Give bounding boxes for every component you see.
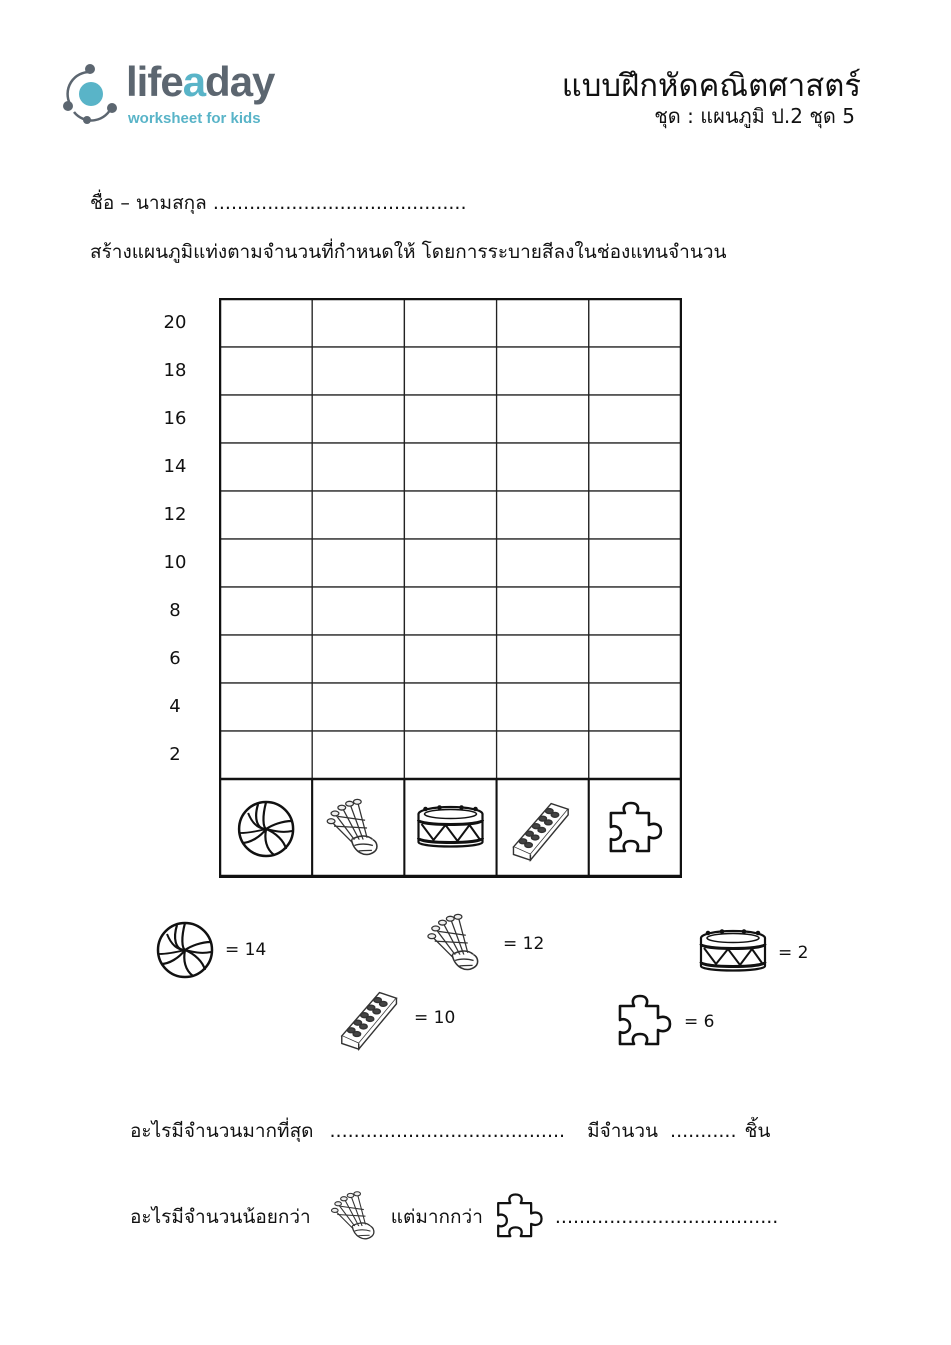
grid-cell[interactable] xyxy=(404,443,496,491)
grid-cell[interactable] xyxy=(404,347,496,395)
grid-cell[interactable] xyxy=(404,491,496,539)
grid-cell[interactable] xyxy=(497,299,589,347)
grid-cell[interactable] xyxy=(589,683,681,731)
question-1 xyxy=(130,1116,770,1146)
shuttlecock-icon xyxy=(425,910,493,978)
grid-cell[interactable] xyxy=(312,635,404,683)
question-2-text: อะไรมีจำนวนน้อยกว่า xyxy=(130,1206,311,1228)
grid-cell[interactable] xyxy=(404,683,496,731)
brick-icon xyxy=(338,985,404,1051)
puzzle-icon xyxy=(614,992,674,1052)
legend-drum-value: = 2 xyxy=(778,943,809,963)
y-tick-label: 16 xyxy=(163,408,187,429)
grid-cell[interactable] xyxy=(312,731,404,779)
question-2 xyxy=(130,1188,778,1246)
grid-cell[interactable] xyxy=(312,539,404,587)
instruction-text: สร้างแผนภูมิแท่งตามจำนวนที่กำหนดให้ โดยการระบายสีลงในช่องแทนจำนวน xyxy=(90,241,727,263)
grid-cell[interactable] xyxy=(220,443,312,491)
legend-ball-value: = 14 xyxy=(225,940,267,960)
grid-cell[interactable] xyxy=(220,587,312,635)
y-tick-label: 14 xyxy=(163,456,187,477)
grid-cell[interactable] xyxy=(497,731,589,779)
grid-cell[interactable] xyxy=(404,395,496,443)
y-tick-label: 20 xyxy=(163,312,187,333)
question-2-mid-text: แต่มากกว่า xyxy=(390,1206,483,1228)
worksheet-subtitle: ชุด : แผนภูมิ ป.2 ชุด 5 xyxy=(654,104,855,128)
legend-shuttlecock-value: = 12 xyxy=(503,934,545,954)
y-axis-labels xyxy=(150,298,200,778)
question-1-count-blank[interactable]: ........... xyxy=(670,1120,737,1142)
drum-icon xyxy=(419,806,483,847)
grid-cell[interactable] xyxy=(220,299,312,347)
grid-cell[interactable] xyxy=(404,635,496,683)
grid-cell[interactable] xyxy=(312,443,404,491)
shuttlecock-icon xyxy=(329,1188,387,1246)
question-1-text: อะไรมีจำนวนมากที่สุด xyxy=(130,1120,314,1142)
grid-cell[interactable] xyxy=(589,299,681,347)
grid-cell[interactable] xyxy=(497,443,589,491)
y-tick-label: 4 xyxy=(169,696,181,717)
grid-cell[interactable] xyxy=(312,587,404,635)
grid-cell[interactable] xyxy=(497,395,589,443)
grid-cell[interactable] xyxy=(220,539,312,587)
logo-wordmark: lifeaday xyxy=(126,58,275,105)
grid-cell[interactable] xyxy=(312,491,404,539)
legend-drum xyxy=(698,928,808,978)
legend-puzzle xyxy=(614,992,714,1052)
grid-cell[interactable] xyxy=(497,587,589,635)
y-tick-label: 10 xyxy=(163,552,187,573)
grid-cell[interactable] xyxy=(220,347,312,395)
legend-brick xyxy=(338,985,455,1051)
name-field-line[interactable]: ชื่อ – นามสกุล .......................................... xyxy=(90,192,467,214)
grid-cell[interactable] xyxy=(497,683,589,731)
ball-icon xyxy=(155,920,215,980)
logo-tagline: worksheet for kids xyxy=(128,110,261,127)
question-1-mid-text: มีจำนวน xyxy=(587,1120,659,1142)
y-tick-label: 6 xyxy=(169,648,181,669)
grid-cell[interactable] xyxy=(589,443,681,491)
legend-brick-value: = 10 xyxy=(414,1008,456,1028)
logo-icon xyxy=(60,62,122,126)
grid-cell[interactable] xyxy=(220,683,312,731)
legend-ball xyxy=(155,920,266,980)
grid-cell[interactable] xyxy=(404,731,496,779)
grid-cell[interactable] xyxy=(589,587,681,635)
grid-cell[interactable] xyxy=(312,347,404,395)
y-tick-label: 2 xyxy=(169,744,181,765)
grid-cell[interactable] xyxy=(312,395,404,443)
grid-cell[interactable] xyxy=(312,683,404,731)
question-2-answer-blank[interactable]: ..................................... xyxy=(554,1206,779,1228)
grid-cell[interactable] xyxy=(220,731,312,779)
y-tick-label: 12 xyxy=(163,504,187,525)
ball-icon xyxy=(239,802,293,856)
grid-cell[interactable] xyxy=(589,491,681,539)
grid-cell[interactable] xyxy=(497,539,589,587)
grid-cell[interactable] xyxy=(589,731,681,779)
legend-puzzle-value: = 6 xyxy=(684,1012,715,1032)
legend-shuttlecock xyxy=(425,910,544,978)
grid-cell[interactable] xyxy=(220,491,312,539)
grid-cell[interactable] xyxy=(589,539,681,587)
grid-cell[interactable] xyxy=(497,635,589,683)
worksheet-title: แบบฝึกหัดคณิตศาสตร์ xyxy=(561,68,861,104)
grid-cell[interactable] xyxy=(404,299,496,347)
grid-cell[interactable] xyxy=(497,491,589,539)
grid-cell[interactable] xyxy=(589,347,681,395)
grid-cell[interactable] xyxy=(404,587,496,635)
grid-cell[interactable] xyxy=(312,299,404,347)
drum-icon xyxy=(698,928,768,978)
grid-cell[interactable] xyxy=(220,635,312,683)
grid-cell[interactable] xyxy=(589,395,681,443)
y-tick-label: 8 xyxy=(169,600,181,621)
grid-cell[interactable] xyxy=(404,539,496,587)
logo xyxy=(60,58,300,132)
grid-cell[interactable] xyxy=(589,635,681,683)
grid-cell[interactable] xyxy=(497,347,589,395)
y-tick-label: 18 xyxy=(163,360,187,381)
question-1-answer-blank[interactable]: ....................................... xyxy=(329,1120,566,1142)
question-1-unit: ชิ้น xyxy=(744,1120,771,1142)
bar-chart-grid[interactable] xyxy=(219,298,682,878)
puzzle-icon xyxy=(493,1191,545,1243)
grid-cell[interactable] xyxy=(220,395,312,443)
